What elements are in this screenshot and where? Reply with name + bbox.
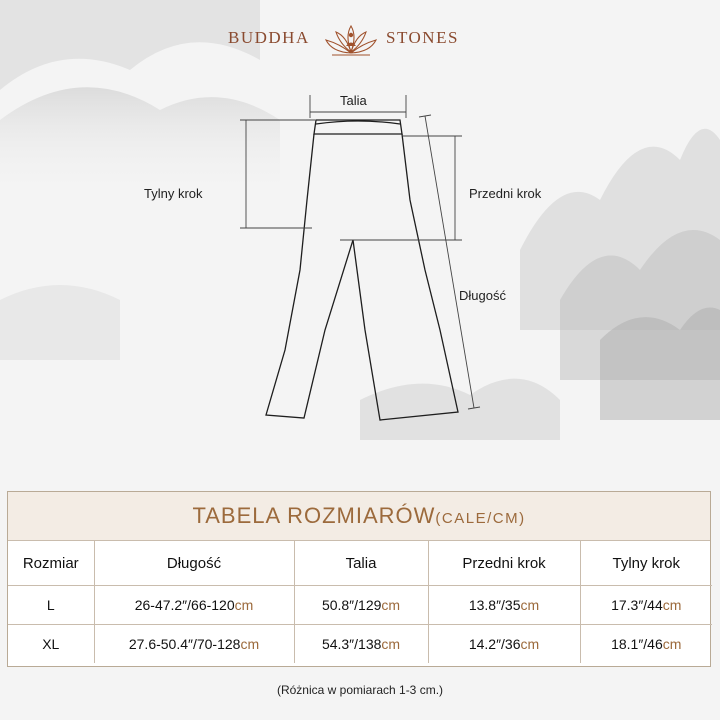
- front-rise-label: Przedni krok: [469, 186, 542, 201]
- size-chart-unit: (CALE/CM): [435, 510, 526, 527]
- cell-waist: 54.3″/138cm: [294, 625, 428, 664]
- header-waist: Talia: [294, 541, 428, 586]
- cell-length: 27.6-50.4″/70-128cm: [94, 625, 294, 664]
- brand-name-right: STONES: [386, 28, 459, 47]
- header-back-rise: Tylny krok: [580, 541, 712, 586]
- cell-size: L: [8, 586, 94, 625]
- cell-length: 26-47.2″/66-120cm: [94, 586, 294, 625]
- brand-name-left: BUDDHA: [228, 28, 310, 47]
- measurement-note: (Różnica w pomiarach 1-3 cm.): [276, 683, 444, 697]
- length-label: Długość: [459, 288, 506, 303]
- back-rise-label: Tylny krok: [144, 186, 203, 201]
- table-row: [8, 586, 712, 625]
- size-chart-title-text: TABELA ROZMIARÓW: [192, 503, 436, 528]
- waist-label: Talia: [340, 93, 367, 108]
- cell-front-rise: 13.8″/35cm: [428, 586, 580, 625]
- cell-front-rise: 14.2″/36cm: [428, 625, 580, 664]
- header-size: Rozmiar: [8, 541, 94, 586]
- size-chart-panel: [7, 491, 711, 667]
- cell-waist: 50.8″/129cm: [294, 586, 428, 625]
- header-length: Długość: [94, 541, 294, 586]
- measurement-lines: [240, 95, 480, 409]
- size-chart-title: [8, 492, 710, 541]
- table-header-row: [8, 541, 712, 586]
- pants-outline: [266, 120, 458, 420]
- header-front-rise: Przedni krok: [428, 541, 580, 586]
- table-row: [8, 625, 712, 664]
- cell-size: XL: [8, 625, 94, 664]
- cell-back-rise: 17.3″/44cm: [580, 586, 712, 625]
- cell-back-rise: 18.1″/46cm: [611, 636, 682, 652]
- size-table: [8, 541, 712, 663]
